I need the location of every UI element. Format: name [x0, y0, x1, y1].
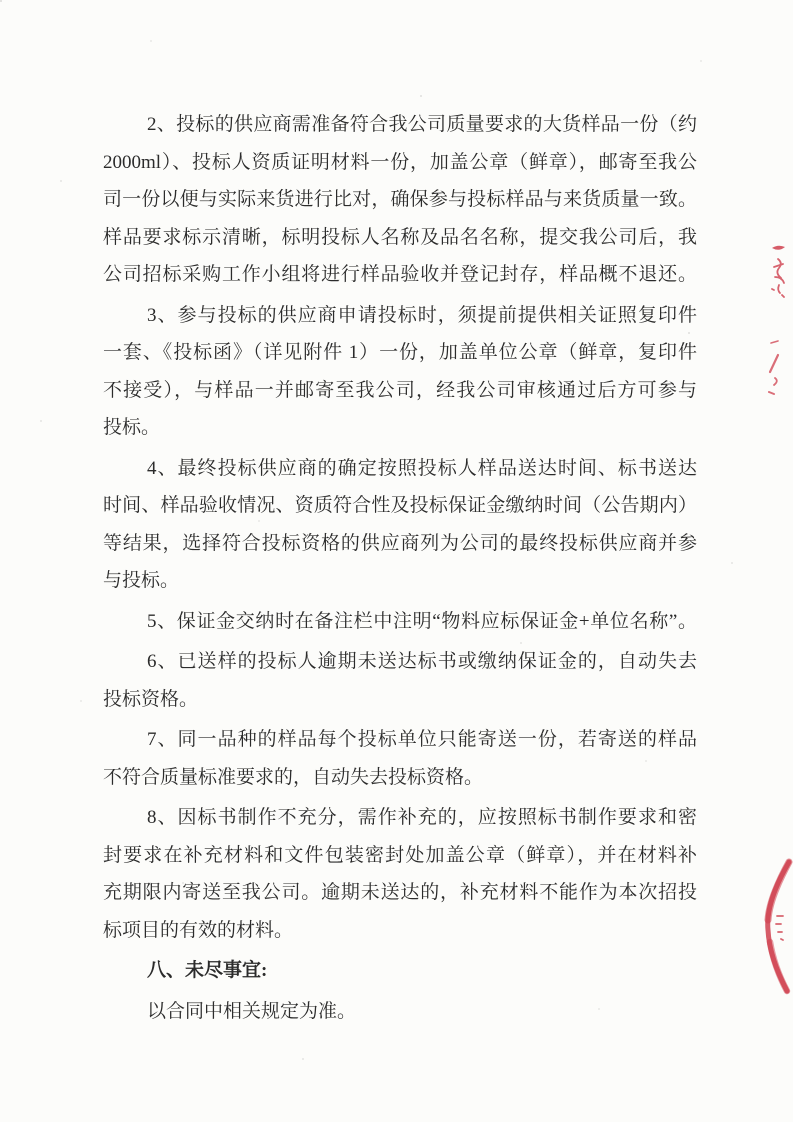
text-line: 一套、《投标函》（详见附件 1）一份，加盖单位公章（鲜章，复印件	[103, 342, 697, 363]
text-line: 4、最终投标供应商的确定按照投标人样品送达时间、标书送达	[147, 457, 697, 479]
red-mark-strokes	[769, 341, 778, 394]
text-line: 投标。	[103, 417, 161, 438]
paragraph-item-5	[103, 603, 697, 641]
text-line: 2000ml）、投标人资质证明材料一份，加盖公章（鲜章），邮寄至我公	[103, 151, 697, 173]
text-line: 时间、样品验收情况、资质符合性及投标保证金缴纳时间（公告期内）	[103, 495, 697, 516]
paragraph-item-3	[103, 297, 697, 447]
paragraph-section-8-heading	[103, 952, 697, 990]
paragraph-item-4	[103, 450, 697, 600]
paragraph-item-8	[103, 799, 697, 949]
text-line: 样品要求标示清晰，标明投标人名称及品名名称，提交我公司后，我	[103, 226, 697, 248]
stamp-arc-strokes	[768, 862, 789, 991]
text-line: 7、同一品种的样品每个投标单位只能寄送一份，若寄送的样品	[147, 729, 697, 750]
text-line: 8、因标书制作不充分，需作补充的，应按照标书制作要求和密	[147, 807, 697, 828]
red-stamp-fragment-middle	[763, 336, 785, 400]
red-stamp-fragment-top	[764, 243, 792, 301]
red-scribble-strokes	[772, 259, 784, 297]
red-stamp-arc-bottom	[756, 858, 793, 996]
text-line: 5、保证金交纳时在备注栏中注明“物料应标保证金+单位名称”。	[147, 610, 697, 632]
text-line: 司一份以便与实际来货进行比对，确保参与投标样品与来货质量一致。	[103, 189, 697, 210]
text-line: 不接受），与样品一并邮寄至我公司，经我公司审核通过后方可参与	[103, 379, 697, 401]
text-line: 八、未尽事宜:	[147, 960, 268, 981]
paragraph-closing	[103, 993, 697, 1031]
text-line: 等结果，选择符合投标资格的供应商列为公司的最终投标供应商并参	[103, 532, 697, 554]
paragraph-item-7	[103, 721, 697, 796]
document-body	[103, 106, 697, 1033]
text-line: 封要求在补充材料和文件包装密封处加盖公章（鲜章），并在材料补	[103, 844, 697, 866]
stamp-inner-text-fragments	[776, 916, 783, 940]
paragraph-item-6	[103, 643, 697, 718]
text-line: 6、已送样的投标人逾期未送达标书或缴纳保证金的，自动失去	[147, 651, 697, 672]
text-line: 与投标。	[103, 570, 180, 591]
text-line: 2、投标的供应商需准备符合我公司质量要求的大货样品一份（约	[147, 114, 697, 135]
scan-noise	[0, 0, 2, 2]
paragraph-item-2	[103, 106, 697, 294]
text-line: 公司招标采购工作小组将进行样品验收并登记封存，样品概不退还。	[103, 264, 697, 285]
text-line: 3、参与投标的供应商申请投标时，须提前提供相关证照复印件	[147, 304, 697, 326]
text-line: 标项目的有效的材料。	[103, 919, 294, 941]
text-line: 不符合质量标准要求的，自动失去投标资格。	[103, 766, 484, 788]
text-line: 投标资格。	[103, 688, 199, 710]
text-line: 充期限内寄送至我公司。逾期未送达的，补充材料不能作为本次招投	[103, 882, 697, 903]
text-line: 以合同中相关规定为准。	[147, 1000, 357, 1022]
